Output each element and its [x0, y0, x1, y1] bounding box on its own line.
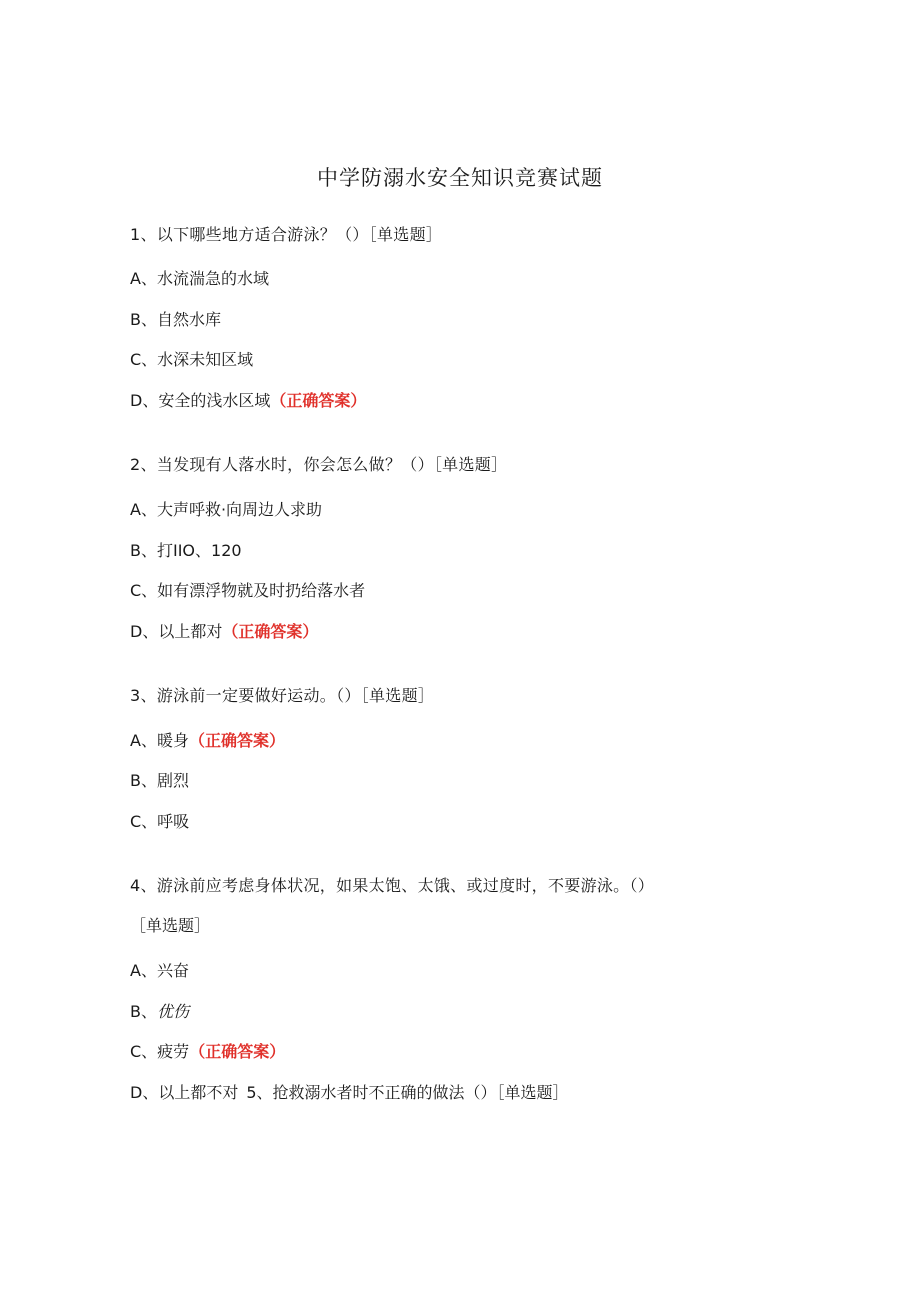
- question-4-option-a: A、兴奋: [130, 961, 189, 980]
- question-2-stem: 2、当发现有人落水时，你会怎么做？（）［单选题］: [130, 455, 508, 474]
- question-3-stem: 3、游泳前一定要做好运动。（）［单选题］: [130, 686, 435, 705]
- question-3-option-a: [130, 730, 285, 752]
- correct-answer-mark: （正确答案）: [188, 731, 285, 750]
- question-3-option-c: C、呼吸: [130, 812, 190, 831]
- question-4-option-c: [130, 1041, 285, 1063]
- correct-answer-mark: （正确答案）: [270, 391, 367, 410]
- option-text: 优伤: [156, 1002, 189, 1021]
- question-1-stem: 1、以下哪些地方适合游泳？（）［单选题］: [130, 225, 443, 244]
- question-4-stem: 4、游泳前应考虑身体状况，如果太饱、太饿、或过度时，不要游泳。（）: [130, 876, 655, 895]
- correct-answer-mark: （正确答案）: [222, 622, 319, 641]
- option-text: D、安全的浅水区域: [130, 391, 271, 410]
- correct-answer-mark: （正确答案）: [189, 1042, 286, 1061]
- question-1-option-a: A、水流湍急的水域: [130, 269, 269, 288]
- option-text: D、以上都不对: [130, 1083, 239, 1102]
- question-2-option-c: C、如有漂浮物就及时扔给落水者: [130, 581, 366, 600]
- question-1-option-c: C、水深未知区域: [130, 350, 254, 369]
- question-4-stem-cont: ［单选题］: [130, 916, 211, 935]
- question-4-option-d: [130, 1082, 569, 1104]
- option-prefix: B、: [130, 1002, 157, 1021]
- option-text: A、暖身: [130, 731, 189, 750]
- question-2-option-b: B、打IIO、120: [130, 541, 242, 560]
- question-2-option-a: A、大声呼救·向周边人求助: [130, 500, 323, 519]
- option-text: D、以上都对: [130, 622, 223, 641]
- question-1-option-b: B、自然水库: [130, 310, 221, 329]
- page-title: 中学防溺水安全知识竞赛试题: [317, 166, 603, 190]
- option-text: C、疲劳: [130, 1042, 190, 1061]
- question-3-option-b: B、剧烈: [130, 771, 189, 790]
- question-1-option-d: [130, 390, 366, 412]
- question-2-option-d: [130, 621, 318, 643]
- question-5-stem: 5、抢救溺水者时不正确的做法（）［单选题］: [246, 1083, 569, 1102]
- question-4-option-b: [130, 1001, 189, 1023]
